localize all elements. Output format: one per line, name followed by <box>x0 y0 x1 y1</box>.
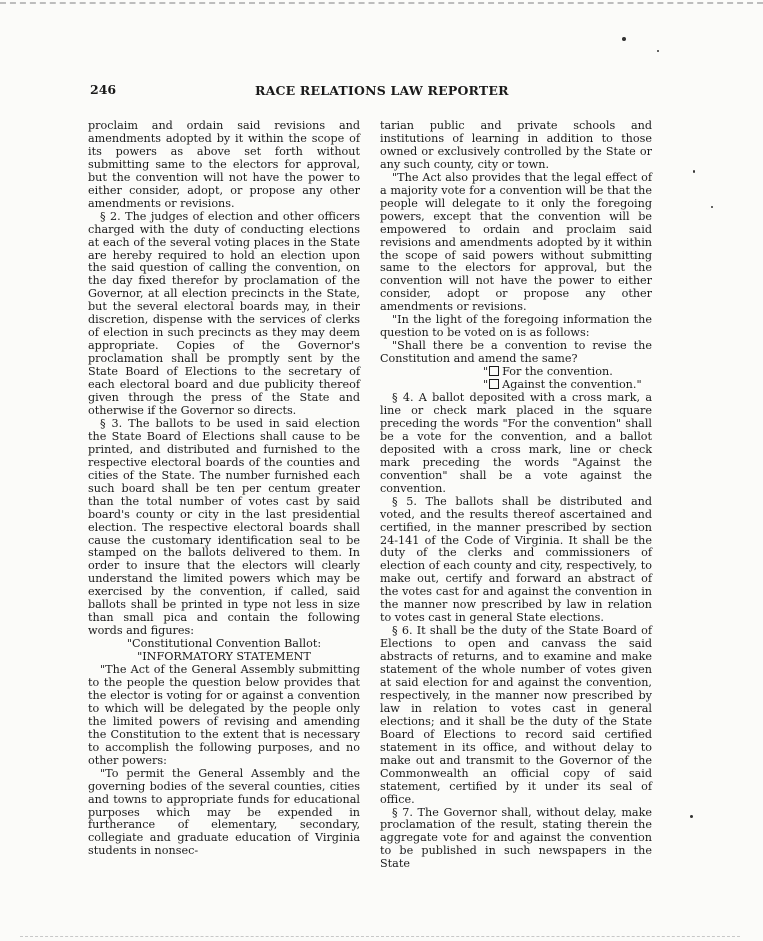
section-3: § 3. The ballots to be used in said election the State Board of Elections shall cause to be printed, and distributed and furnished to the respective electoral boards of the counties and cities of the State. The number furnished each such board shall be ten per centum greater than the total number of votes cast by said board's county or city in the last presidential election. The respective electoral boards shall cause the customary identification seal to be stamped on the ballots delivered to them. In order to insure that the electors will clearly understand the limited powers which may be exercised by the convention, if called, said ballots shall be printed in type not less in size than small pica and contain the following words and figures: <box>88 416 360 638</box>
checkbox-square-icon <box>489 379 499 389</box>
paragraph: tarian public and private schools and institutions of learning in addition to those owned or exclusively controlled by the State or any such county, city or town. <box>380 119 652 171</box>
paragraph: "In the light of the foregoing information the question to be voted on is as follows: <box>380 313 652 340</box>
paragraph: proclaim and ordain said revisions and amendments adopted by it within the scope of its powers as above set forth without submitting same to the electors for approval, but the convention will not have the power to either consider, adopt, or propose any other amendments or revisions. <box>88 119 360 210</box>
statement-title: "INFORMATORY STATEMENT <box>137 650 311 664</box>
scan-edge-top <box>0 2 763 4</box>
right-column <box>380 120 652 871</box>
section-2: § 2. The judges of election and other officers charged with the duty of conducting elections at each of the several voting places in the State are hereby required to hold an election upon the said question of calling the convention, on the day fixed therefor by proclamation of the Governor, at all election precincts in the State, but the several electoral boards may, in their discretion, dispense with the services of clerks of election in such precincts as they may deem appropriate. Copies of the Governor's proclamation shall be promptly sent by the State Board of Elections to the secretary of each electoral board and due publicity thereof given through the press of the State and otherwise if the Governor so directs. <box>88 209 360 417</box>
ballot-title: "Constitutional Convention Ballot: <box>126 637 322 651</box>
running-head: RACE RELATIONS LAW REPORTER <box>255 83 509 98</box>
section-4: § 4. A ballot deposited with a cross mark, a line or check mark placed in the square preceding the words "For the convention" shall be a vote for the convention, and a ballot deposited with a cross mark, line or check mark preceding the words "Against the convention" shall be a vote against the convention. <box>380 391 652 495</box>
ballot-option-for: " For the convention. <box>483 365 613 379</box>
section-6: § 6. It shall be the duty of the State Board of Elections to open and canvass the said abstracts of returns, and to examine and make statement of the whole number of votes given at said election for and against the convention, respectively, in the manner now prescribed by law in relation to votes cast in general elections; and it shall be the duty of the State Board of Elections to record said certified statement in its office, and without delay to make out and transmit to the Governor of the Commonwealth an official copy of said statement, certified by it under its seal of office. <box>380 624 652 806</box>
section-5: § 5. The ballots shall be distributed and voted, and the results thereof ascertained and certified, in the manner prescribed by section 24-141 of the Code of Virginia. It shall be the duty of the clerks and commissioners of election of each county and city, respectively, to make out, certify and forward an abstract of the votes cast for and against the convention in the manner now prescribed by law in relation to votes cast in general State elections. <box>380 494 652 625</box>
ballot-option-label: Against the convention." <box>502 378 642 392</box>
scan-speck <box>690 815 693 818</box>
scan-edge-bottom <box>20 936 740 937</box>
paragraph: "The Act also provides that the legal effect of a majority vote for a convention will be that the people will delegate to it only the foregoing powers, except that the convention will be empowered to ordain and proclaim said revisions and amendments adopted by it within the scope of said powers without submitting same to the electors for approval, but the convention will not have the power to either consider, adopt or propose any other amendments or revisions. <box>380 170 652 314</box>
paragraph: "To permit the General Assembly and the governing bodies of the several counties, cities and towns to appropriate funds for educational purposes which may be expended in furtherance of elementary, secondary, collegiate and graduate education of Virginia students in nonsec- <box>88 766 360 858</box>
ballot-option-label: For the convention. <box>502 365 613 379</box>
section-7: § 7. The Governor shall, without delay, make proclamation of the result, stating therein the aggregate vote for and against the convention to be published in such newspapers in the State <box>380 805 652 871</box>
paragraph: "The Act of the General Assembly submitting to the people the question below provides that the elector is voting for or against a convention to which will be delegated by the people only the limited powers of revising and amending the Constitution to the extent that is necessary to accomplish the following purposes, and no other powers: <box>88 663 360 767</box>
page-number: 246 <box>90 82 117 97</box>
left-column <box>88 120 360 858</box>
scan-speck <box>693 170 695 173</box>
ballot-option-against: " Against the convention." <box>483 378 642 392</box>
checkbox-square-icon <box>489 366 499 376</box>
scan-speck <box>657 50 659 52</box>
scan-speck <box>622 37 626 41</box>
scan-speck <box>711 206 713 208</box>
ballot-question: "Shall there be a convention to revise the Constitution and amend the same? <box>380 339 652 366</box>
